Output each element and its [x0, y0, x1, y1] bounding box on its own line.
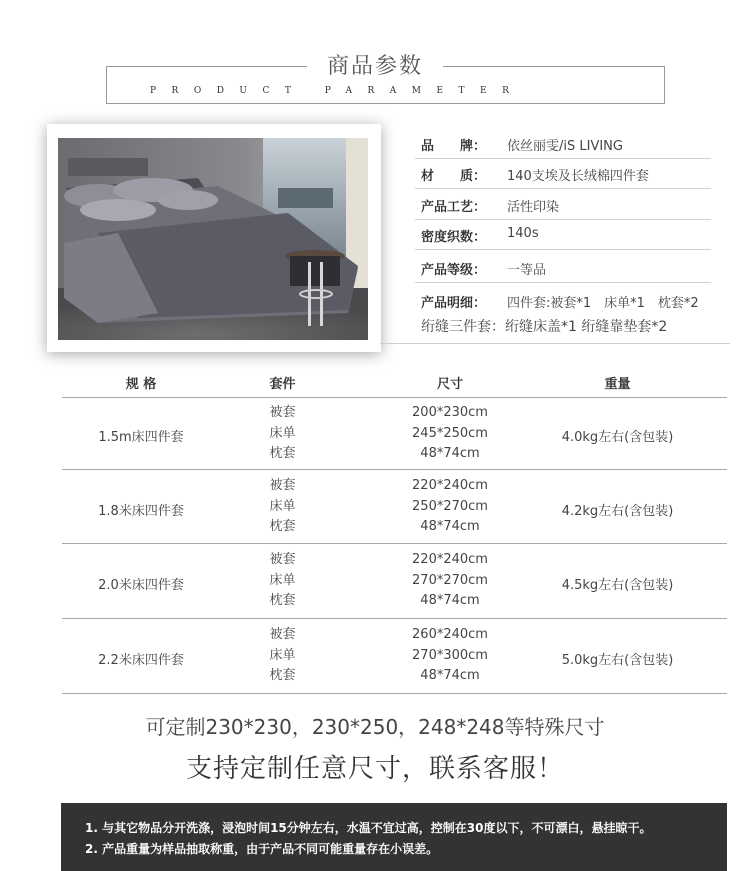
cell-weight: 4.2kg左右(含包装)	[561, 504, 674, 519]
param-key: 品 牌：	[421, 139, 487, 154]
param-row-material	[415, 157, 711, 189]
cell-sizes: 260*240cm 270*300cm 48*74cm	[412, 627, 488, 683]
cell-weight: 4.5kg左右(含包装)	[561, 578, 674, 593]
table-row	[62, 398, 727, 470]
param-value: 一等品	[507, 263, 547, 278]
cell-spec: 2.0米床四件套	[98, 578, 184, 593]
cell-sizes: 200*230cm 245*250cm 48*74cm	[412, 405, 488, 461]
cell-weight: 5.0kg左右(含包装)	[561, 653, 674, 668]
table-row	[62, 544, 727, 619]
param-value: 活性印染	[507, 200, 560, 215]
col-header-spec: 规 格	[125, 377, 157, 392]
param-row-grade	[415, 251, 711, 283]
param-value: 140支埃及长绒棉四件套	[507, 169, 649, 184]
param-details-extra: 绗缝三件套：绗缝床盖*1 绗缝靠垫套*2	[421, 319, 668, 335]
param-key: 产品等级：	[421, 263, 487, 278]
section-title: 商品参数	[0, 52, 750, 82]
cell-items: 被套 床单 枕套	[269, 627, 296, 683]
param-row-brand	[415, 127, 711, 159]
divider	[380, 343, 730, 344]
param-key: 密度织数：	[421, 230, 487, 245]
param-row-details	[415, 284, 711, 316]
param-row-process	[415, 188, 711, 220]
col-header-size: 尺寸	[436, 377, 463, 392]
cell-weight: 4.0kg左右(含包装)	[561, 430, 674, 445]
care-notice	[61, 803, 727, 871]
cell-sizes: 220*240cm 270*270cm 48*74cm	[412, 552, 488, 608]
param-value: 依丝丽雯/iS LIVING	[507, 139, 623, 154]
cell-items: 被套 床单 枕套	[269, 478, 296, 534]
cell-spec: 1.8米床四件套	[98, 504, 184, 519]
param-value: 140s	[507, 226, 539, 241]
param-key: 材 质：	[421, 169, 487, 184]
notice-item: 2. 产品重量为样品抽取称重，由于产品不同可能重量存在小误差。	[85, 842, 439, 856]
custom-size-cta: 支持定制任意尺寸，联系客服！	[185, 754, 564, 784]
col-header-weight: 重量	[604, 377, 631, 392]
table-row	[62, 470, 727, 544]
cell-items: 被套 床单 枕套	[269, 552, 296, 608]
cell-spec: 1.5m床四件套	[98, 430, 184, 445]
size-table-header	[62, 370, 727, 398]
cell-items: 被套 床单 枕套	[269, 405, 296, 461]
notice-item: 1. 与其它物品分开洗涤，浸泡时间15分钟左右，水温不宜过高，控制在30度以下，不可漂白，悬挂晾干。	[85, 821, 652, 835]
cell-sizes: 220*240cm 250*270cm 48*74cm	[412, 478, 488, 534]
table-row	[62, 619, 727, 694]
section-subtitle: PRODUCT PARAMETER	[150, 86, 525, 96]
col-header-items: 套件	[269, 377, 296, 392]
custom-size-note: 可定制230*230，230*250，248*248等特殊尺寸	[145, 715, 605, 739]
param-row-density	[415, 218, 711, 250]
product-photo	[58, 138, 368, 340]
param-value: 四件套:被套*1 床单*1 枕套*2	[507, 296, 699, 311]
param-key: 产品工艺：	[421, 200, 487, 215]
param-key: 产品明细：	[421, 296, 487, 311]
cell-spec: 2.2米床四件套	[98, 653, 184, 668]
